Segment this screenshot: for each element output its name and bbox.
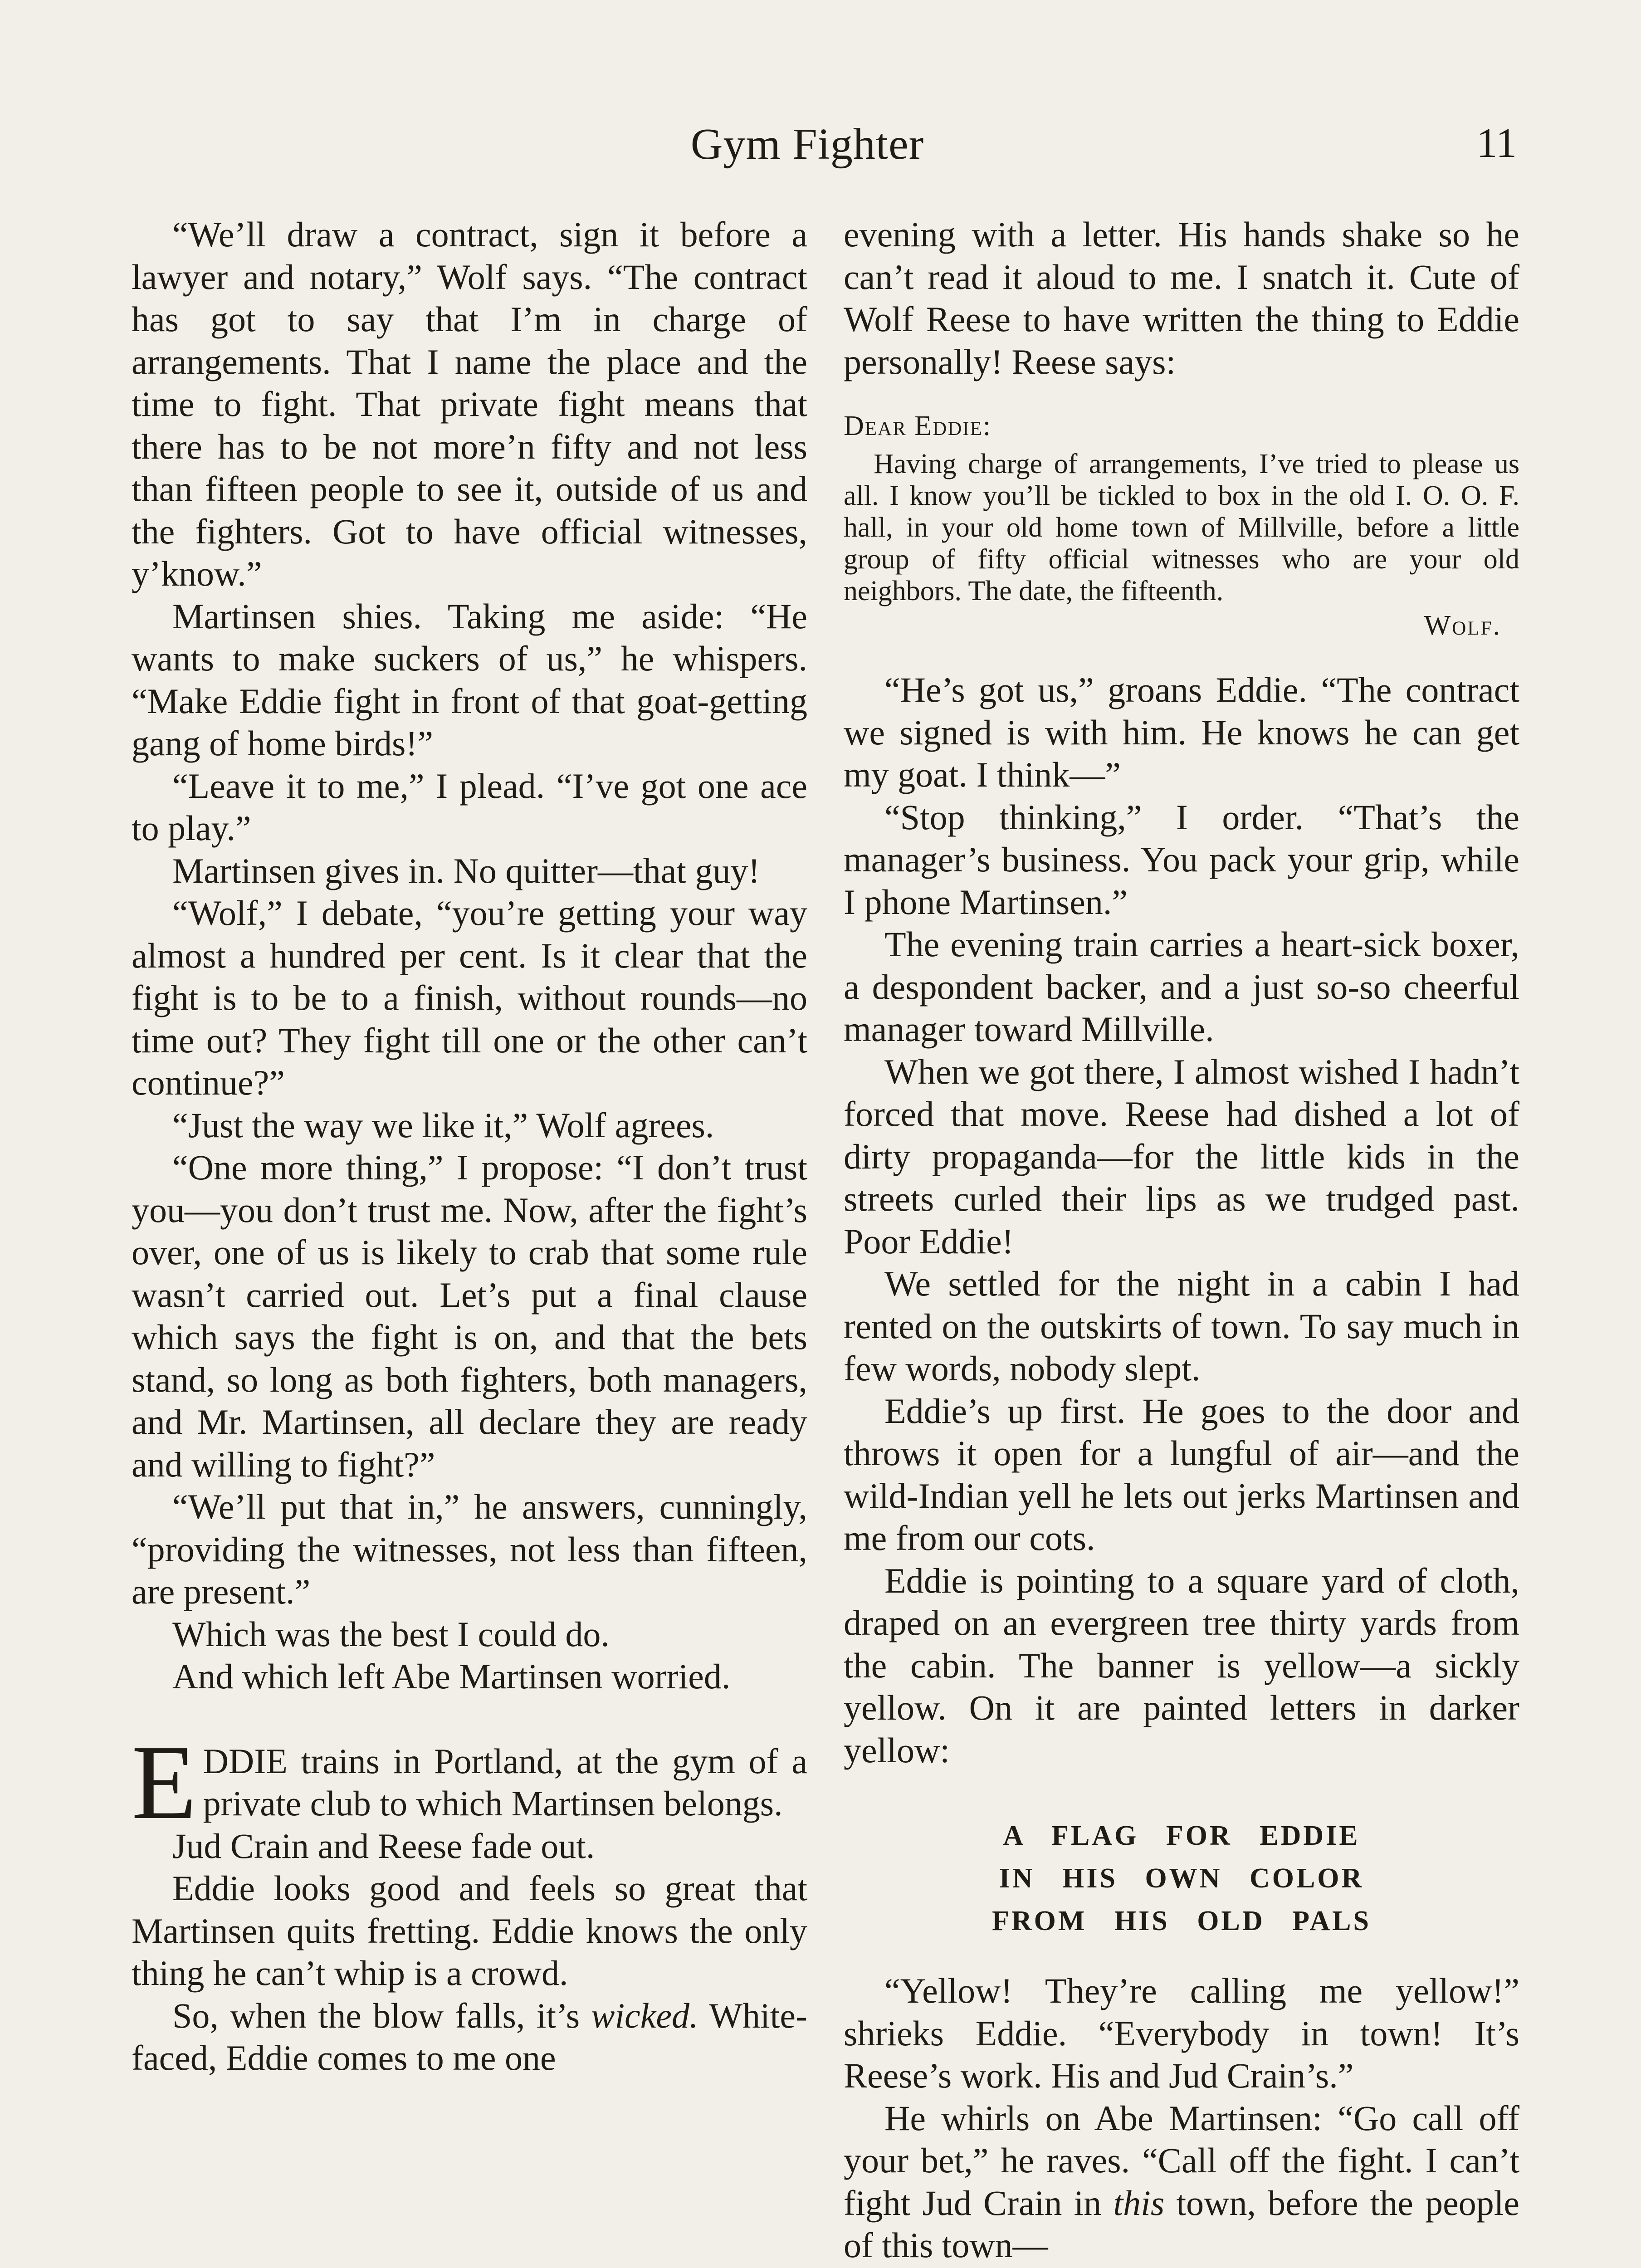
drop-cap: E bbox=[132, 1723, 197, 1841]
paragraph: The evening train carries a heart-sick boxer, a despondent backer, and a just so-so cheerful manager toward Millville. bbox=[844, 924, 1519, 1049]
paragraph bbox=[132, 1994, 807, 2079]
text-run: White-faced, Eddie comes to me one bbox=[132, 1995, 807, 2077]
flag-line: IN HIS OWN COLOR bbox=[999, 1863, 1364, 1894]
paragraph: Martinsen gives in. No quitter—that guy! bbox=[172, 850, 760, 890]
paragraph: We settled for the night in a cabin I had rented on the outskirts of town. To say much in few words, nobody slept. bbox=[844, 1264, 1519, 1388]
right-column bbox=[844, 213, 1519, 2267]
spacer bbox=[844, 641, 1519, 669]
paragraph: “Just the way we like it,” Wolf agrees. bbox=[172, 1105, 714, 1145]
paragraph: “Yellow! They’re calling me yellow!” shrieks Eddie. “Everybody in town! It’s Reese’s work. His and Jud Crain’s.” bbox=[844, 1971, 1519, 2095]
paragraph: “Stop thinking,” I order. “That’s the manager’s business. You pack your grip, while I phone Martinsen.” bbox=[844, 797, 1519, 922]
paragraph: Eddie looks good and feels so great that Martinsen quits fretting. Eddie knows the only thing he can’t whip is a crowd. bbox=[132, 1868, 807, 1993]
text-run: He whirls on Abe Martinsen: “Go call off your bet,” he raves. “Call off the fight. I can’t fight Jud Crain in bbox=[844, 2098, 1519, 2223]
section-break bbox=[132, 1698, 807, 1740]
paragraph: “Leave it to me,” I plead. “I’ve got one ace to play.” bbox=[132, 766, 807, 848]
emphasis-text: this bbox=[1113, 2183, 1165, 2223]
left-column bbox=[132, 213, 807, 2079]
emphasis-text: wicked. bbox=[591, 1995, 698, 2035]
paragraph: Eddie’s up first. He goes to the door and throws it open for a lungful of air—and the wild-Indian yell he lets out jerks Martinsen and me from our cots. bbox=[844, 1391, 1519, 1558]
paragraph: “He’s got us,” groans Eddie. “The contract we signed is with him. He knows he can get my goat. I think—” bbox=[844, 670, 1519, 794]
flag-banner-text bbox=[844, 1814, 1519, 1942]
paragraph: And which left Abe Martinsen worried. bbox=[172, 1657, 731, 1696]
paragraph: Which was the best I could do. bbox=[172, 1614, 610, 1654]
letter-body: Having charge of arrangements, I’ve tried to please us all. I know you’ll be tickled to box in the old I. O. O. F. hall, in your old home town of Millville, before a little group of fifty official witnesses who are your old neighbors. The date, the fifteenth. bbox=[844, 449, 1519, 606]
paragraph: “Wolf,” I debate, “you’re getting your way almost a hundred per cent. Is it clear that the fight is to be to a finish, without rounds—no time out? They fight till one or the other can’t continue?” bbox=[132, 893, 807, 1102]
paragraph: When we got there, I almost wished I hadn’t forced that move. Reese had dished a lot of dirty propaganda—for the little kids in the streets curled their lips as we trudged past. Poor Eddie! bbox=[844, 1051, 1519, 1261]
paragraph: “We’ll draw a contract, sign it before a lawyer and notary,” Wolf says. “The contract has got to say that I’m in charge of arrangements. That I name the place and the time to fight. That private fight means that there has to be not more’n fifty and not less than fifteen people to see it, outside of us and the fighters. Got to have official witnesses, y’know.” bbox=[132, 215, 807, 593]
paragraph: “One more thing,” I propose: “I don’t trust you—you don’t trust me. Now, after the fight’s over, one of us is likely to crab that some rule wasn’t carried out. Let’s put a final clause which says the fight is on, and that the bets stand, so long as both fighters, both managers, and Mr. Martinsen, all declare they are ready and willing to fight?” bbox=[132, 1148, 807, 1484]
section-opening-text: DDIE trains in Portland, at the gym of a private club to which Martinsen belongs. bbox=[203, 1741, 807, 1823]
paragraph bbox=[844, 2097, 1519, 2267]
paragraph-continued: evening with a letter. His hands shake so he can’t read it aloud to me. I snatch it. Cute of Wolf Reese to have written the thing to Eddie personally! Reese says: bbox=[844, 215, 1519, 381]
text-run: So, when the blow falls, it’s bbox=[172, 1995, 591, 2035]
page-number: 11 bbox=[1476, 120, 1517, 166]
paragraph: “We’ll put that in,” he answers, cunningly, “providing the witnesses, not less than fifteen, are present.” bbox=[132, 1487, 807, 1611]
flag-line: FROM HIS OLD PALS bbox=[992, 1906, 1371, 1936]
paragraph: Jud Crain and Reese fade out. bbox=[172, 1826, 595, 1866]
paragraph: Martinsen shies. Taking me aside: “He wants to make suckers of us,” he whispers. “Make Eddie fight in front of that goat-getting gang of home birds!” bbox=[132, 596, 807, 763]
section-opening-paragraph bbox=[132, 1723, 807, 1841]
text-run: town, before the people of this town— bbox=[844, 2183, 1519, 2265]
flag-line: A FLAG FOR EDDIE bbox=[1003, 1820, 1360, 1851]
letter-signature: Wolf. bbox=[1424, 610, 1501, 641]
running-title: Gym Fighter bbox=[690, 120, 924, 169]
paragraph: Eddie is pointing to a square yard of cloth, draped on an evergreen tree thirty yards from the cabin. The banner is yellow—a sickly yellow. On it are painted letters in darker yellow: bbox=[844, 1560, 1519, 1770]
letter-block bbox=[844, 410, 1519, 641]
letter-salutation: Dear Eddie: bbox=[844, 411, 992, 441]
